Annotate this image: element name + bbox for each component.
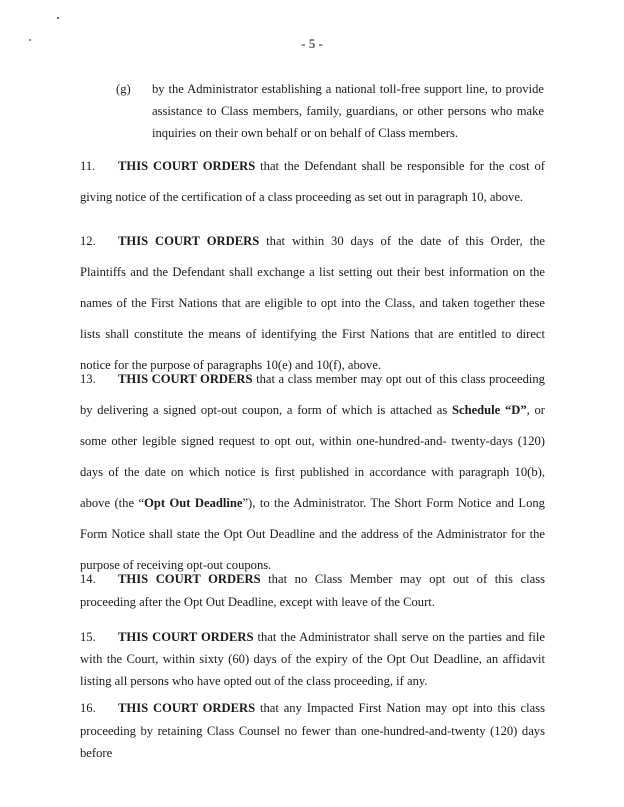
subparagraph-text: by the Administrator establishing a national toll-free support line, to provide assistance to Class members, family, guardians, or other persons who make inquiries on their own behalf or on behalf of Class members. — [152, 82, 544, 140]
schedule-reference: Schedule “D” — [451, 403, 527, 417]
paragraph-lead: THIS COURT ORDERS — [118, 572, 261, 586]
subparagraph-label: (g) — [116, 82, 131, 96]
paragraph-number: 14. — [80, 572, 96, 586]
paragraph-number: 16. — [80, 701, 96, 715]
paragraph-number: 13. — [80, 372, 96, 386]
paragraph-lead: THIS COURT ORDERS — [118, 701, 256, 715]
paragraph-lead: THIS COURT ORDERS — [118, 372, 253, 386]
paragraph-text: that within 30 days of the date of this Order, the Plaintiffs and the Defendant shall exchange a list setting out their best information on the names of the First Nations that are eligible to opt into the Class, and taken together these lists shall constitute the means of identifying the First Nations that are entitled to direct notice for the purpose of paragraphs 10(e) and 10(f), above. — [80, 234, 545, 372]
defined-term: Opt Out Deadline — [144, 496, 243, 510]
paragraph-text: that the Administrator shall serve on the parties and file with the Court, within sixty (60) days of the expiry of the Opt Out Deadline, an affidavit listing all persons who have opted out of the class proceeding, if any. — [80, 630, 545, 688]
paragraph-12 — [80, 226, 545, 381]
paragraph-16 — [80, 697, 545, 765]
paragraph-text: ”), to the Administrator. The Short Form Notice and Long Form Notice shall state the Opt Out Deadline and the address of the Administrator for the purpose of receiving opt-out coupons. — [80, 496, 545, 572]
paragraph-text: that the Defendant shall be responsible for the cost of giving notice of the certification of a class proceeding as set out in paragraph 10, above. — [80, 159, 545, 204]
subparagraph-g — [116, 78, 544, 144]
paragraph-number: 15. — [80, 630, 96, 644]
paragraph-lead: THIS COURT ORDERS — [118, 159, 256, 173]
paragraph-text: that no Class Member may opt out of this class proceeding after the Opt Out Deadline, except with leave of the Court. — [80, 572, 545, 609]
paragraph-text: , or some other legible signed request to opt out, within one-hundred-and- twenty-days (120) days of the date on which notice is first published in accordance with paragraph 10(b), above (the “ — [80, 403, 545, 510]
paragraph-13 — [80, 364, 545, 581]
paragraph-text: that a class member may opt out of this class proceeding by delivering a signed opt-out coupon, a form of which is attached as — [80, 372, 545, 417]
page-number: - 5 - — [301, 36, 323, 51]
paragraph-number: 12. — [80, 234, 96, 248]
paragraph-14 — [80, 568, 545, 613]
paragraph-15 — [80, 626, 545, 692]
paragraph-lead: THIS COURT ORDERS — [118, 630, 254, 644]
paragraph-lead: THIS COURT ORDERS — [118, 234, 260, 248]
paragraph-11 — [80, 151, 545, 213]
speck — [57, 17, 59, 19]
paragraph-text: that any Impacted First Nation may opt into this class proceeding by retaining Class Counsel no fewer than one-hundred-and-twenty (120) days before — [80, 701, 545, 760]
paragraph-number: 11. — [80, 159, 96, 173]
